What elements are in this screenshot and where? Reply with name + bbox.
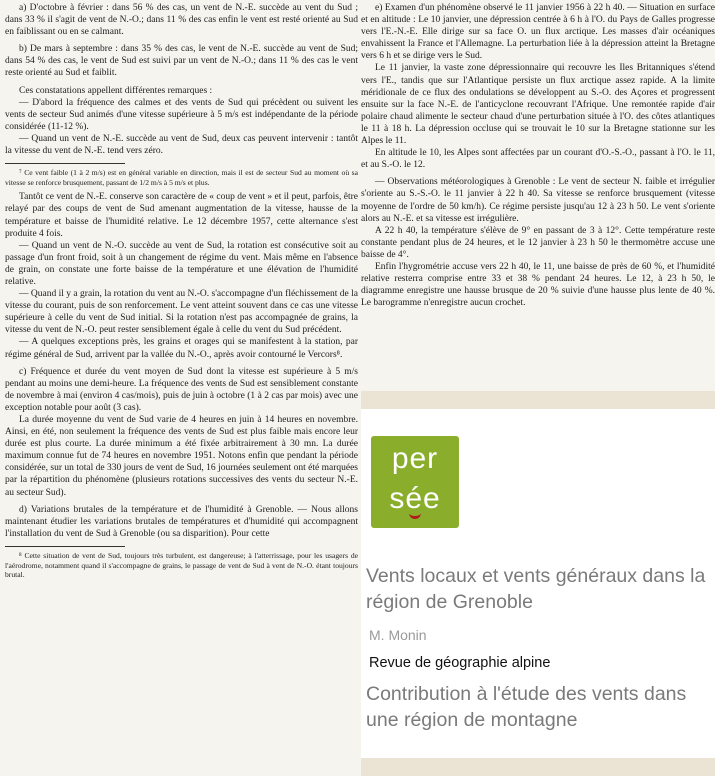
paragraph: Ces constatations appellent différentes remarques : — [19, 85, 213, 96]
paragraph: — A quelques exceptions près, les grains et orages qui se manifestent à la station, par régime général de Sud, arrivent par la vallée du N.-O., après avoir contourné le Vercors⁸. — [5, 337, 358, 360]
paragraph: En altitude le 10, les Alpes sont affectées par un courant d'O.-S.-O., passant à l'O. le 11, et au S.-O. le 12. — [361, 148, 715, 171]
paragraph: a) D'octobre à février : dans 56 % des cas, un vent de N.-E. succède au vent du Sud ; dans 33 % il s'agit de vent de N.-O.; dans 11 % des cas enfin le vent est resté orienté au Sud en faiblissant ou en se calmant. — [5, 3, 358, 38]
paragraph: b) De mars à septembre : dans 35 % des cas, le vent de N.-E. succède au vent de Sud; dans 54 % des cas, le vent de Sud est suivi par un vent de N.-O.; dans 11 % des cas le vent reste orienté au Sud et faiblit. — [5, 44, 358, 79]
paragraph: A 22 h 40, la température s'élève de 9° en passant de 3 à 12°. Cette température reste constante pendant plus de 24 heures, et le 12 janvier à 23 h 50 le thermomètre accuse une baisse de 4°. — [361, 225, 715, 260]
logo-text-bottom: sée — [389, 482, 441, 515]
paragraph: — Quand un vent de N.-O. succède au vent de Sud, la rotation est consécutive soit au passage d'un front froid, soit à un changement de régime du vent. Mais même en l'absence de grain, on constate une forte baisse de la température et une élévation de l'humidité relative. — [5, 240, 358, 287]
paragraph: — Quand il y a grain, la rotation du vent au N.-O. s'accompagne d'un fléchissement de la vitesse du courant, puis de son renforcement. Le vent atteint souvent dans ce cas une vitesse supérieure à celle du vent de Sud initial. Si la rotation n'est pas accompagnée de grains, la vitesse du vent de N.-O. peut rester sensiblement égale à celle du vent du Sud précédent. — [5, 289, 358, 336]
journal-name: Revue de géographie alpine — [369, 655, 551, 671]
left-text-column — [5, 2, 358, 776]
bottom-band — [361, 758, 715, 776]
persee-logo[interactable] — [371, 436, 459, 528]
article-title: Vents locaux et vents généraux dans la région de Grenoble — [366, 565, 706, 613]
paragraph: La durée moyenne du vent de Sud varie de 4 heures en juin à 14 heures en novembre. Ainsi, en été, non seulement la fréquence des vents de Sud est plus faible mais encore leur durée est plus courte. La durée minimum a été fixée arbitrairement à 30 mn. La durée maximum connue fut de 74 heures en novembre 1951. Notons enfin que pendant la période considérée, sur un total de 330 jours de vent de Sud, 16 journées seulement ont été marquées par la répartition du phénomène (plusieurs rotations successives des vents du secteur N.-E. au secteur Sud). — [5, 415, 358, 498]
logo-text-top: per — [391, 442, 439, 475]
paragraph: — Quand un vent de N.-E. succède au vent de Sud, deux cas peuvent intervenir : tantôt la vitesse du vent de N.-E. tend vers zéro. — [5, 133, 358, 157]
paragraph: e) Examen d'un phénomène observé le 11 janvier 1956 à 22 h 40. — Situation en surface et en altitude : Le 10 janvier, une dépression centrée à 6 h à l'O. du Pays de Galles progresse vers l'E.-N.-E. Elle dirige sur sa face O. un flux arctique. Les masses d'air océaniques envahissent la France et l'Allemagne. La perturbation liée à la dépression atteint la Bretagne vers 6 h et se dirige vers le Sud. — [361, 3, 715, 62]
paragraph: — D'abord la fréquence des calmes et des vents de Sud qui précèdent ou suivent les vents de secteur Sud animés d'une vitesse supérieure à 5 m/s est indépendante de la période considérée (11-12 %). — [5, 97, 358, 132]
footnote-divider — [5, 163, 125, 164]
author-name: M. Monin — [369, 627, 427, 643]
paragraph: Enfin l'hygrométrie accuse vers 22 h 40, le 11, une baisse de près de 60 %, et l'humidité relative resterra comprise entre 33 et 38 % pendant 24 heures. Le 12, à 23 h 50, le diagramme enregistre une hausse brusque de 20 % suivie d'une hausse plus lente de 40 %. Le barogramme n'enregistre aucun crochet. — [361, 261, 715, 309]
article-subtitle: Contribution à l'étude des vents dans une région de montagne — [366, 683, 687, 731]
logo-accent-mark — [409, 502, 421, 519]
right-text-column — [361, 2, 715, 391]
persee-cover-panel — [361, 391, 715, 776]
paragraph: d) Variations brutales de la température et de l'humidité à Grenoble. — Nous allons maintenant étudier les variations brutales de températures et d'humidité qui accompagnent l'installation du vent de Sud à Grenoble (ou sa disparition). Pour cette — [5, 504, 358, 539]
top-band — [361, 391, 715, 409]
paragraph: Le 11 janvier, la vaste zone dépressionnaire qui recouvre les Iles Britanniques s'étend vers l'E., tandis que sur l'Atlantique persiste un flux arctique assez rapide. A la limite méridionale de ce flux des ondulations se développent au S.-O. des Açores et progressent ensuite sur la face N.-E. de l'anticyclone recouvrant l'Afrique. Une remontée rapide d'air polaire chaud alimente le secteur chaud d'une perturbation située à l'O. des côtes atlantiques le 11 à 18 h. La dépression occluse qui se trouvait le 10 sur la Bretagne stationne sur les Alpes le 11. — [361, 63, 715, 147]
footnote: ⁸ Cette situation de vent de Sud, toujours très turbulent, est dangereuse; à l'atterrissage, pour les usagers de l'aérodrome, notamment quand il s'accompagne de grains, le passage de vent de Sud à vent de N.-O. étant toujours brutal. — [5, 550, 358, 580]
footnote-divider — [5, 546, 125, 547]
paragraph: c) Fréquence et durée du vent moyen de Sud dont la vitesse est supérieure à 5 m/s pendant au moins une demi-heure. La fréquence des vents de Sud est sensiblement constante de novembre à mai (environ 4 cas/mois), puis de juin à octobre (1 à 2 cas par mois) avec une exception notable pour août (3 cas). — [5, 366, 358, 413]
paragraph: Tantôt ce vent de N.-E. conserve son caractère de « coup de vent » et il peut, parfois, être relayé par des coups de vent de Sud amenant augmentation de la vitesse, hausse de la température et baisse de l'humidité relative. Le 12 décembre 1957, cette alternance s'est produite 4 fois. — [5, 192, 358, 239]
footnote: ⁷ Ce vent faible (1 à 2 m/s) est en général variable en direction, mais il est de secteur Sud au moment où sa vitesse se renforce brusquement, passant de 1/2 m/s à 5 m/s et plus. — [5, 168, 358, 187]
paragraph: — Observations météorologiques à Grenoble : Le vent de secteur N. faible et irrégulier s'oriente au S.-S.-O. le 11 janvier à 22 h 40. Sa vitesse se renforce brusquement (vitesse moyenne de l'ordre de 50 km/h). Ce régime persiste jusqu'au 12 à 23 h 50. Le vent s'oriente alors au N.-E. et sa vitesse est irrégulière. — [361, 177, 715, 224]
